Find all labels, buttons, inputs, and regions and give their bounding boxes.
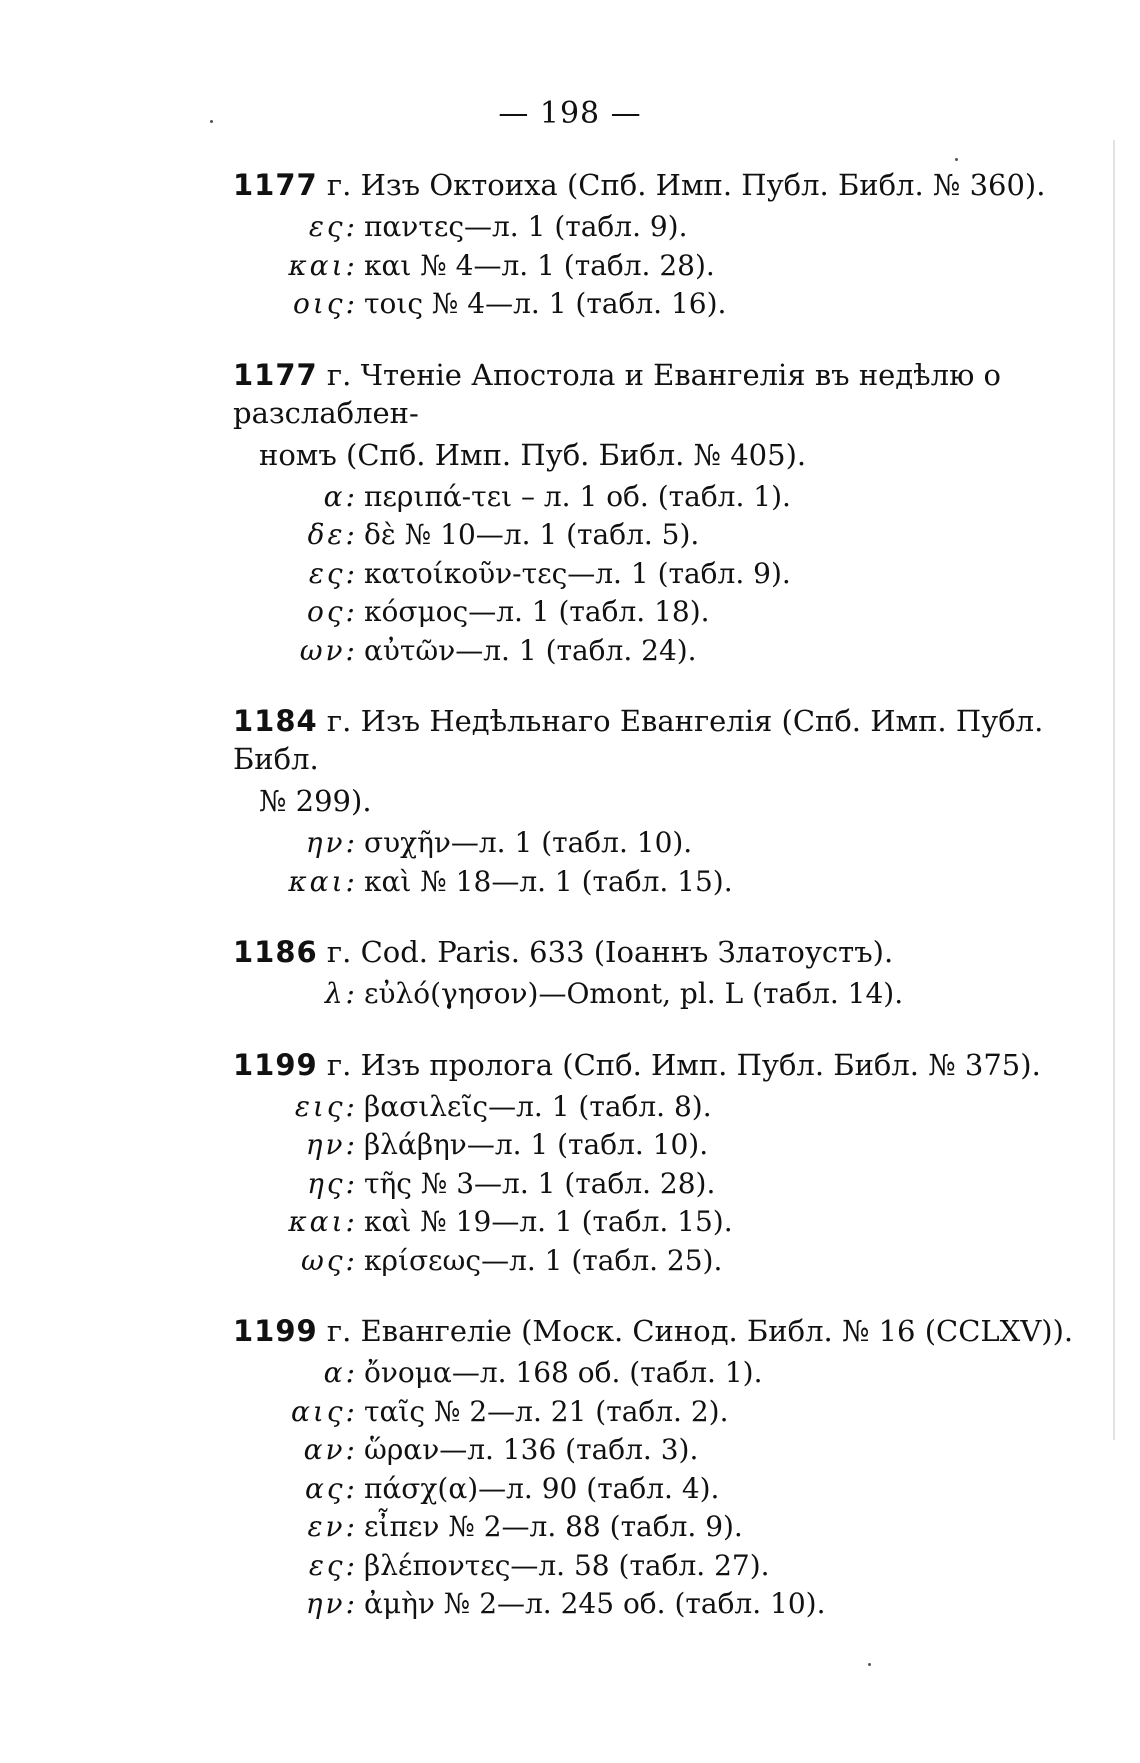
entry-text: καὶ № 18—л. 1 (табл. 15). [364, 864, 733, 898]
page-number: — 198 — [498, 96, 642, 131]
heading-continuation: номъ (Спб. Имп. Пуб. Библ. № 405). [259, 437, 807, 472]
ending-key: ες: [308, 556, 358, 590]
ending-key: εν: [307, 1510, 358, 1543]
entry-text: κόσμος—л. 1 (табл. 18). [364, 595, 710, 628]
entry-line [233, 1508, 1083, 1547]
ending-key: ην: [305, 826, 358, 859]
ending-key: α: [323, 1356, 358, 1389]
heading-text: г. Изъ Недѣльнаго Евангелія (Спб. Имп. Публ. Библ. [233, 704, 1044, 776]
entry-block [233, 166, 1083, 324]
entry-line [233, 247, 1083, 286]
ending-key: ας: [304, 1471, 358, 1505]
heading-text: г. Изъ пролога (Спб. Имп. Публ. Библ. № 375). [317, 1047, 1041, 1082]
heading-text: г. Cod. Paris. 633 (Іоаннъ Златоустъ). [317, 935, 894, 969]
entry-text: συχῆν—л. 1 (табл. 10). [364, 826, 693, 859]
entry-text: περιπά-τει – л. 1 об. (табл. 1). [364, 479, 791, 513]
block-heading [233, 166, 1083, 204]
entry-text: τοις № 4—л. 1 (табл. 16). [364, 287, 727, 320]
year-label: 1186 [233, 935, 318, 969]
entry-line [233, 1431, 1083, 1470]
ending-key: λ: [324, 977, 358, 1010]
ending-key: αις: [290, 1394, 358, 1428]
entry-text: βασιλεῖς—л. 1 (табл. 8). [364, 1089, 712, 1123]
entry-text: καὶ № 19—л. 1 (табл. 15). [364, 1205, 733, 1238]
block-heading [233, 356, 1083, 432]
entry-text: εἶπεν № 2—л. 88 (табл. 9). [364, 1510, 743, 1543]
entry-block [233, 933, 1083, 1014]
year-label: 1199 [233, 1047, 318, 1082]
entry-text: κρίσεως—л. 1 (табл. 25). [364, 1243, 723, 1277]
entry-line [233, 208, 1083, 247]
ending-key: ες: [308, 210, 358, 243]
entry-text: πάσχ(α)—л. 90 (табл. 4). [364, 1471, 720, 1505]
entry-line [233, 863, 1083, 902]
entry-text: βλέποντες—л. 58 (табл. 27). [364, 1548, 770, 1582]
block-heading [233, 702, 1083, 778]
entry-line [233, 1203, 1083, 1242]
entry-line [233, 1470, 1083, 1509]
heading-text: г. Чтеніе Апостола и Евангелія въ недѣлю о разслаблен- [233, 357, 1002, 430]
entry-text: ὄνομα—л. 168 об. (табл. 1). [364, 1356, 763, 1389]
entry-line [233, 1126, 1083, 1165]
entry-line [233, 1165, 1083, 1204]
entry-text: ὥραν—л. 136 (табл. 3). [364, 1433, 699, 1466]
entry-line [233, 1354, 1083, 1393]
ending-key: ως: [301, 1243, 358, 1277]
ending-key: και: [288, 864, 358, 898]
entry-line [233, 516, 1083, 555]
entry-line [233, 1393, 1083, 1432]
entry-text: εὐλό(γησον)—Omont, pl. L (табл. 14). [364, 977, 904, 1010]
ending-key: οις: [293, 287, 358, 320]
block-heading [233, 1046, 1083, 1084]
entry-line [233, 555, 1083, 594]
ending-key: εις: [294, 1089, 358, 1123]
ending-key: ων: [299, 633, 358, 667]
page-content [233, 166, 1083, 1656]
heading-text: г. Изъ Октоиха (Спб. Имп. Публ. Библ. № 360). [317, 168, 1046, 202]
entry-text: και № 4—л. 1 (табл. 28). [364, 248, 715, 282]
entry-block [233, 1046, 1083, 1281]
entry-line [233, 824, 1083, 863]
print-speck [868, 1663, 871, 1666]
entry-text: κατοίκοῦν-τες—л. 1 (табл. 9). [364, 556, 791, 590]
ending-key: δε: [307, 518, 358, 551]
entry-line [233, 632, 1083, 671]
block-heading [233, 1312, 1083, 1350]
heading-continuation: № 299). [259, 784, 372, 818]
year-label: 1177 [233, 357, 318, 392]
entry-line [233, 478, 1083, 517]
entry-line [233, 1547, 1083, 1586]
ending-key: ης: [307, 1166, 358, 1200]
entry-text: παντες—л. 1 (табл. 9). [364, 210, 688, 243]
entry-line [233, 975, 1083, 1014]
ending-key: ην: [305, 1128, 358, 1161]
entry-text: ἀμὴν № 2—л. 245 об. (табл. 10). [364, 1587, 826, 1620]
entry-line [233, 1088, 1083, 1127]
entry-line [233, 285, 1083, 324]
entry-line [233, 1585, 1083, 1624]
heading-text: г. Евангеліе (Моск. Синод. Библ. № 16 (CCLXV)). [317, 1314, 1074, 1348]
entry-block [233, 702, 1083, 901]
print-speck [955, 158, 958, 161]
entry-text: ταῖς № 2—л. 21 (табл. 2). [364, 1394, 729, 1428]
entry-text: τῆς № 3—л. 1 (табл. 28). [364, 1166, 716, 1200]
entry-text: αὐτῶν—л. 1 (табл. 24). [364, 633, 697, 667]
margin-rule [1113, 140, 1115, 1440]
entry-block [233, 1312, 1083, 1624]
ending-key: ος: [307, 595, 358, 628]
year-label: 1199 [233, 1314, 318, 1348]
entry-text: δὲ № 10—л. 1 (табл. 5). [364, 518, 700, 551]
ending-key: α: [323, 479, 358, 513]
entry-text: βλάβην—л. 1 (табл. 10). [364, 1128, 709, 1161]
ending-key: ην: [305, 1587, 358, 1620]
year-label: 1177 [233, 168, 318, 202]
entry-line [233, 1242, 1083, 1281]
block-heading [233, 933, 1083, 971]
entry-line [233, 593, 1083, 632]
entry-block [233, 356, 1083, 671]
ending-key: αν: [303, 1433, 358, 1466]
ending-key: και: [288, 248, 358, 282]
ending-key: και: [288, 1205, 358, 1238]
ending-key: ες: [308, 1548, 358, 1582]
year-label: 1184 [233, 704, 318, 738]
